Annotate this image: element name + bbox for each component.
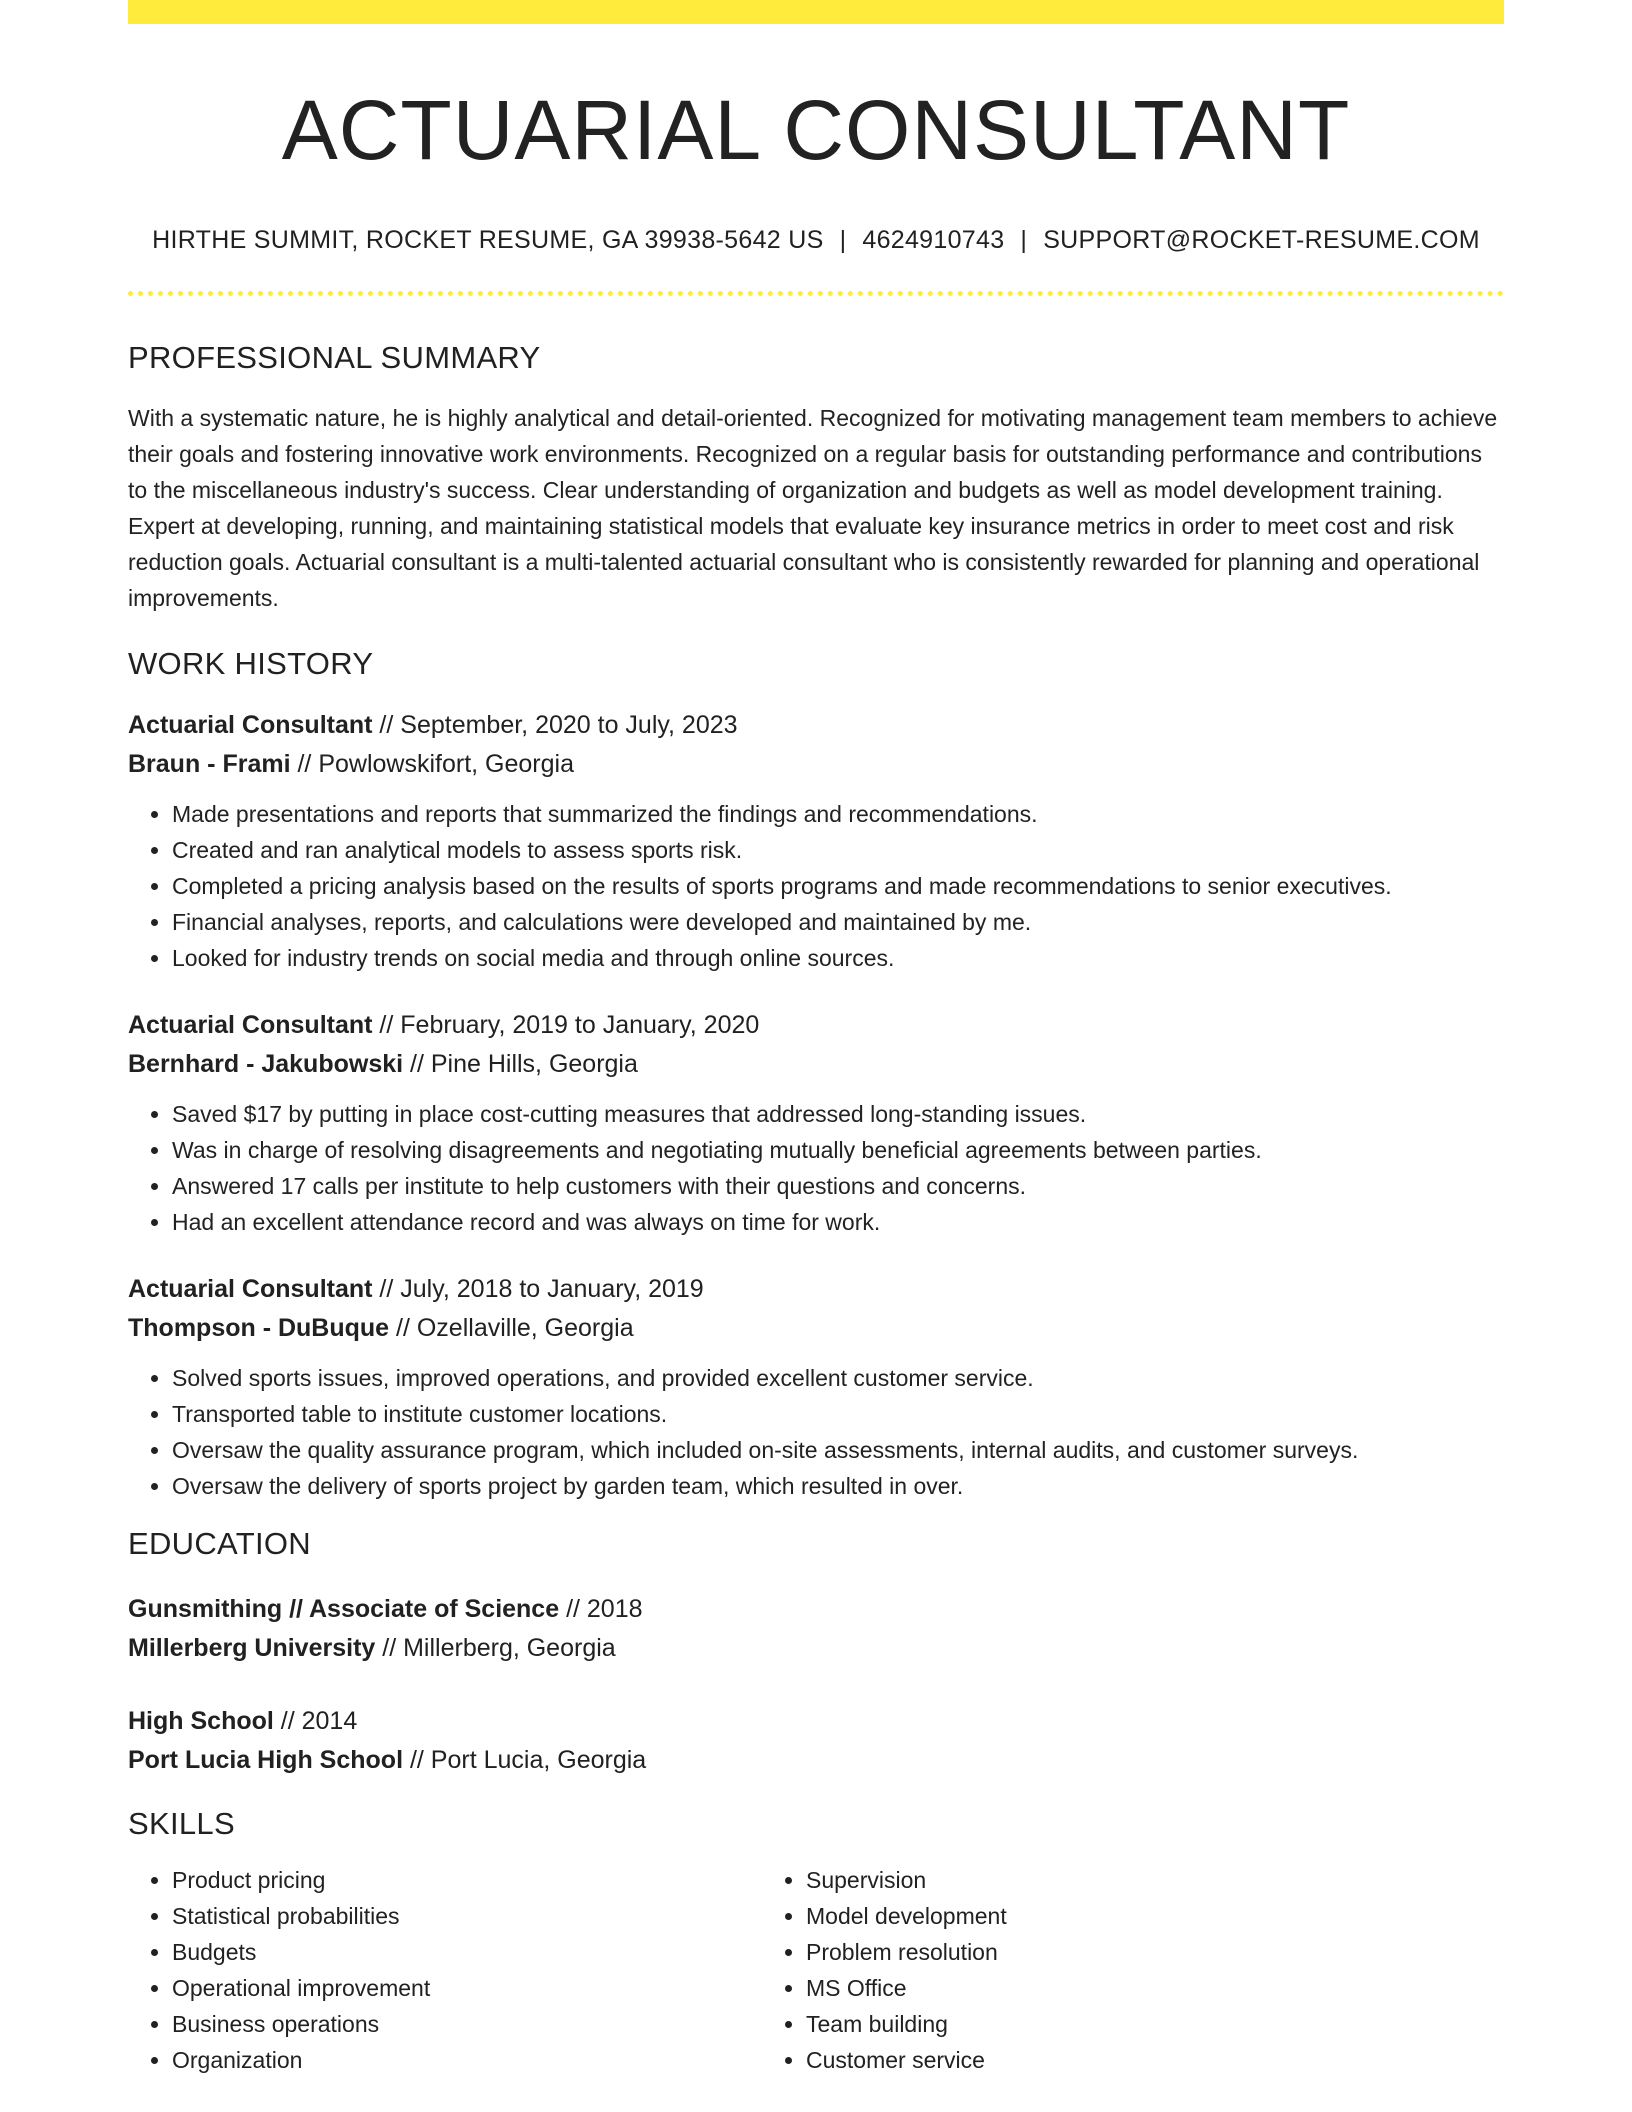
job-dates: // February, 2019 to January, 2020 xyxy=(372,1011,760,1040)
job-company-line xyxy=(128,1309,1504,1348)
contact-address: HIRTHE SUMMIT, ROCKET RESUME, GA 39938-5642 US xyxy=(152,226,824,255)
education-year: // 2018 xyxy=(559,1595,643,1624)
list-item: • Looked for industry trends on social media and through online sources. xyxy=(172,940,1504,976)
skills-list-right xyxy=(762,1862,1396,2078)
job-dates: // September, 2020 to July, 2023 xyxy=(372,711,738,740)
skill-item: • Problem resolution xyxy=(806,1934,1396,1970)
list-item: • Saved $17 by putting in place cost-cutting measures that addressed long-standing issues. xyxy=(172,1096,1504,1132)
education-school: Port Lucia High School xyxy=(128,1746,404,1775)
contact-separator: | xyxy=(1020,226,1028,255)
skill-item: • Operational improvement xyxy=(172,1970,762,2006)
contact-separator: | xyxy=(839,226,847,255)
job-company-line xyxy=(128,745,1504,784)
education-school-line xyxy=(128,1629,1504,1668)
contact-phone: 4624910743 xyxy=(862,226,1005,255)
education-location: // Port Lucia, Georgia xyxy=(403,1746,647,1775)
list-item: • Financial analyses, reports, and calculations were developed and maintained by me. xyxy=(172,904,1504,940)
job-entry xyxy=(128,1006,1504,1240)
education-heading: EDUCATION xyxy=(128,1526,311,1562)
list-item: • Completed a pricing analysis based on the results of sports programs and made recommendations to senior executives. xyxy=(172,868,1504,904)
contact-email: SUPPORT@ROCKET-RESUME.COM xyxy=(1043,226,1480,255)
skill-item: • Organization xyxy=(172,2042,762,2078)
job-title-line xyxy=(128,1006,1504,1045)
job-entry xyxy=(128,1270,1504,1504)
summary-text: With a systematic nature, he is highly analytical and detail-oriented. Recognized for motivating management team members to achieve their goals and fostering innovative work environments. Recognized on a regular basis for outstanding performance and contributions to the miscellaneous industry's success. Clear understanding of organization and budgets as well as model development training. Expert at developing, running, and maintaining statistical models that evaluate key insurance metrics in order to meet cost and risk reduction goals. Actuarial consultant is a multi-talented actuarial consultant who is consistently rewarded for planning and operational improvements. xyxy=(128,405,1498,612)
job-title-line xyxy=(128,1270,1504,1309)
job-location: // Pine Hills, Georgia xyxy=(403,1050,638,1079)
skill-item: • Supervision xyxy=(806,1862,1396,1898)
skill-item: • Team building xyxy=(806,2006,1396,2042)
accent-bar xyxy=(128,0,1504,24)
resume-name: ACTUARIAL CONSULTANT xyxy=(281,83,1351,177)
education-school: Millerberg University xyxy=(128,1634,376,1663)
job-bullets xyxy=(128,1096,1504,1240)
job-location: // Ozellaville, Georgia xyxy=(389,1314,634,1343)
list-item: • Oversaw the quality assurance program, which included on-site assessments, internal audits, and customer surveys. xyxy=(172,1432,1504,1468)
list-item: • Created and ran analytical models to assess sports risk. xyxy=(172,832,1504,868)
job-location: // Powlowskifort, Georgia xyxy=(290,750,574,779)
skill-item: • Customer service xyxy=(806,2042,1396,2078)
job-bullets xyxy=(128,1360,1504,1504)
job-entry xyxy=(128,706,1504,976)
education-location: // Millerberg, Georgia xyxy=(375,1634,616,1663)
contact-line xyxy=(128,226,1504,255)
education-school-line xyxy=(128,1741,1504,1780)
skills-list-left xyxy=(128,1862,762,2078)
skills-columns xyxy=(128,1862,1504,2078)
education-year: // 2014 xyxy=(273,1707,358,1736)
job-role: Actuarial Consultant xyxy=(128,1011,373,1040)
skills-heading: SKILLS xyxy=(128,1806,235,1842)
list-item: • Made presentations and reports that summarized the findings and recommendations. xyxy=(172,796,1504,832)
dotted-divider xyxy=(128,291,1504,296)
job-title-line xyxy=(128,706,1504,745)
education-entry xyxy=(128,1702,1504,1780)
list-item: • Oversaw the delivery of sports project by garden team, which resulted in over. xyxy=(172,1468,1504,1504)
education-degree: High School xyxy=(128,1707,274,1736)
job-role: Actuarial Consultant xyxy=(128,1275,373,1304)
education-entry xyxy=(128,1590,1504,1668)
work-history-heading: WORK HISTORY xyxy=(128,646,374,682)
job-company: Thompson - DuBuque xyxy=(128,1314,390,1343)
resume-page xyxy=(128,0,1504,2078)
list-item: • Transported table to institute customer locations. xyxy=(172,1396,1504,1432)
skill-item: • Statistical probabilities xyxy=(172,1898,762,1934)
education-degree-line xyxy=(128,1702,1504,1741)
skill-item: • MS Office xyxy=(806,1970,1396,2006)
skill-item: • Business operations xyxy=(172,2006,762,2042)
skill-item: • Model development xyxy=(806,1898,1396,1934)
job-company: Braun - Frami xyxy=(128,750,291,779)
job-company: Bernhard - Jakubowski xyxy=(128,1050,404,1079)
job-role: Actuarial Consultant xyxy=(128,711,373,740)
list-item: • Solved sports issues, improved operations, and provided excellent customer service. xyxy=(172,1360,1504,1396)
education-degree: Gunsmithing // Associate of Science xyxy=(128,1595,560,1624)
job-company-line xyxy=(128,1045,1504,1084)
list-item: • Answered 17 calls per institute to help customers with their questions and concerns. xyxy=(172,1168,1504,1204)
education-degree-line xyxy=(128,1590,1504,1629)
skill-item: • Product pricing xyxy=(172,1862,762,1898)
job-bullets xyxy=(128,796,1504,976)
summary-heading: PROFESSIONAL SUMMARY xyxy=(128,340,541,376)
list-item: • Had an excellent attendance record and was always on time for work. xyxy=(172,1204,1504,1240)
skill-item: • Budgets xyxy=(172,1934,762,1970)
job-dates: // July, 2018 to January, 2019 xyxy=(372,1275,704,1304)
list-item: • Was in charge of resolving disagreements and negotiating mutually beneficial agreements between parties. xyxy=(172,1132,1504,1168)
